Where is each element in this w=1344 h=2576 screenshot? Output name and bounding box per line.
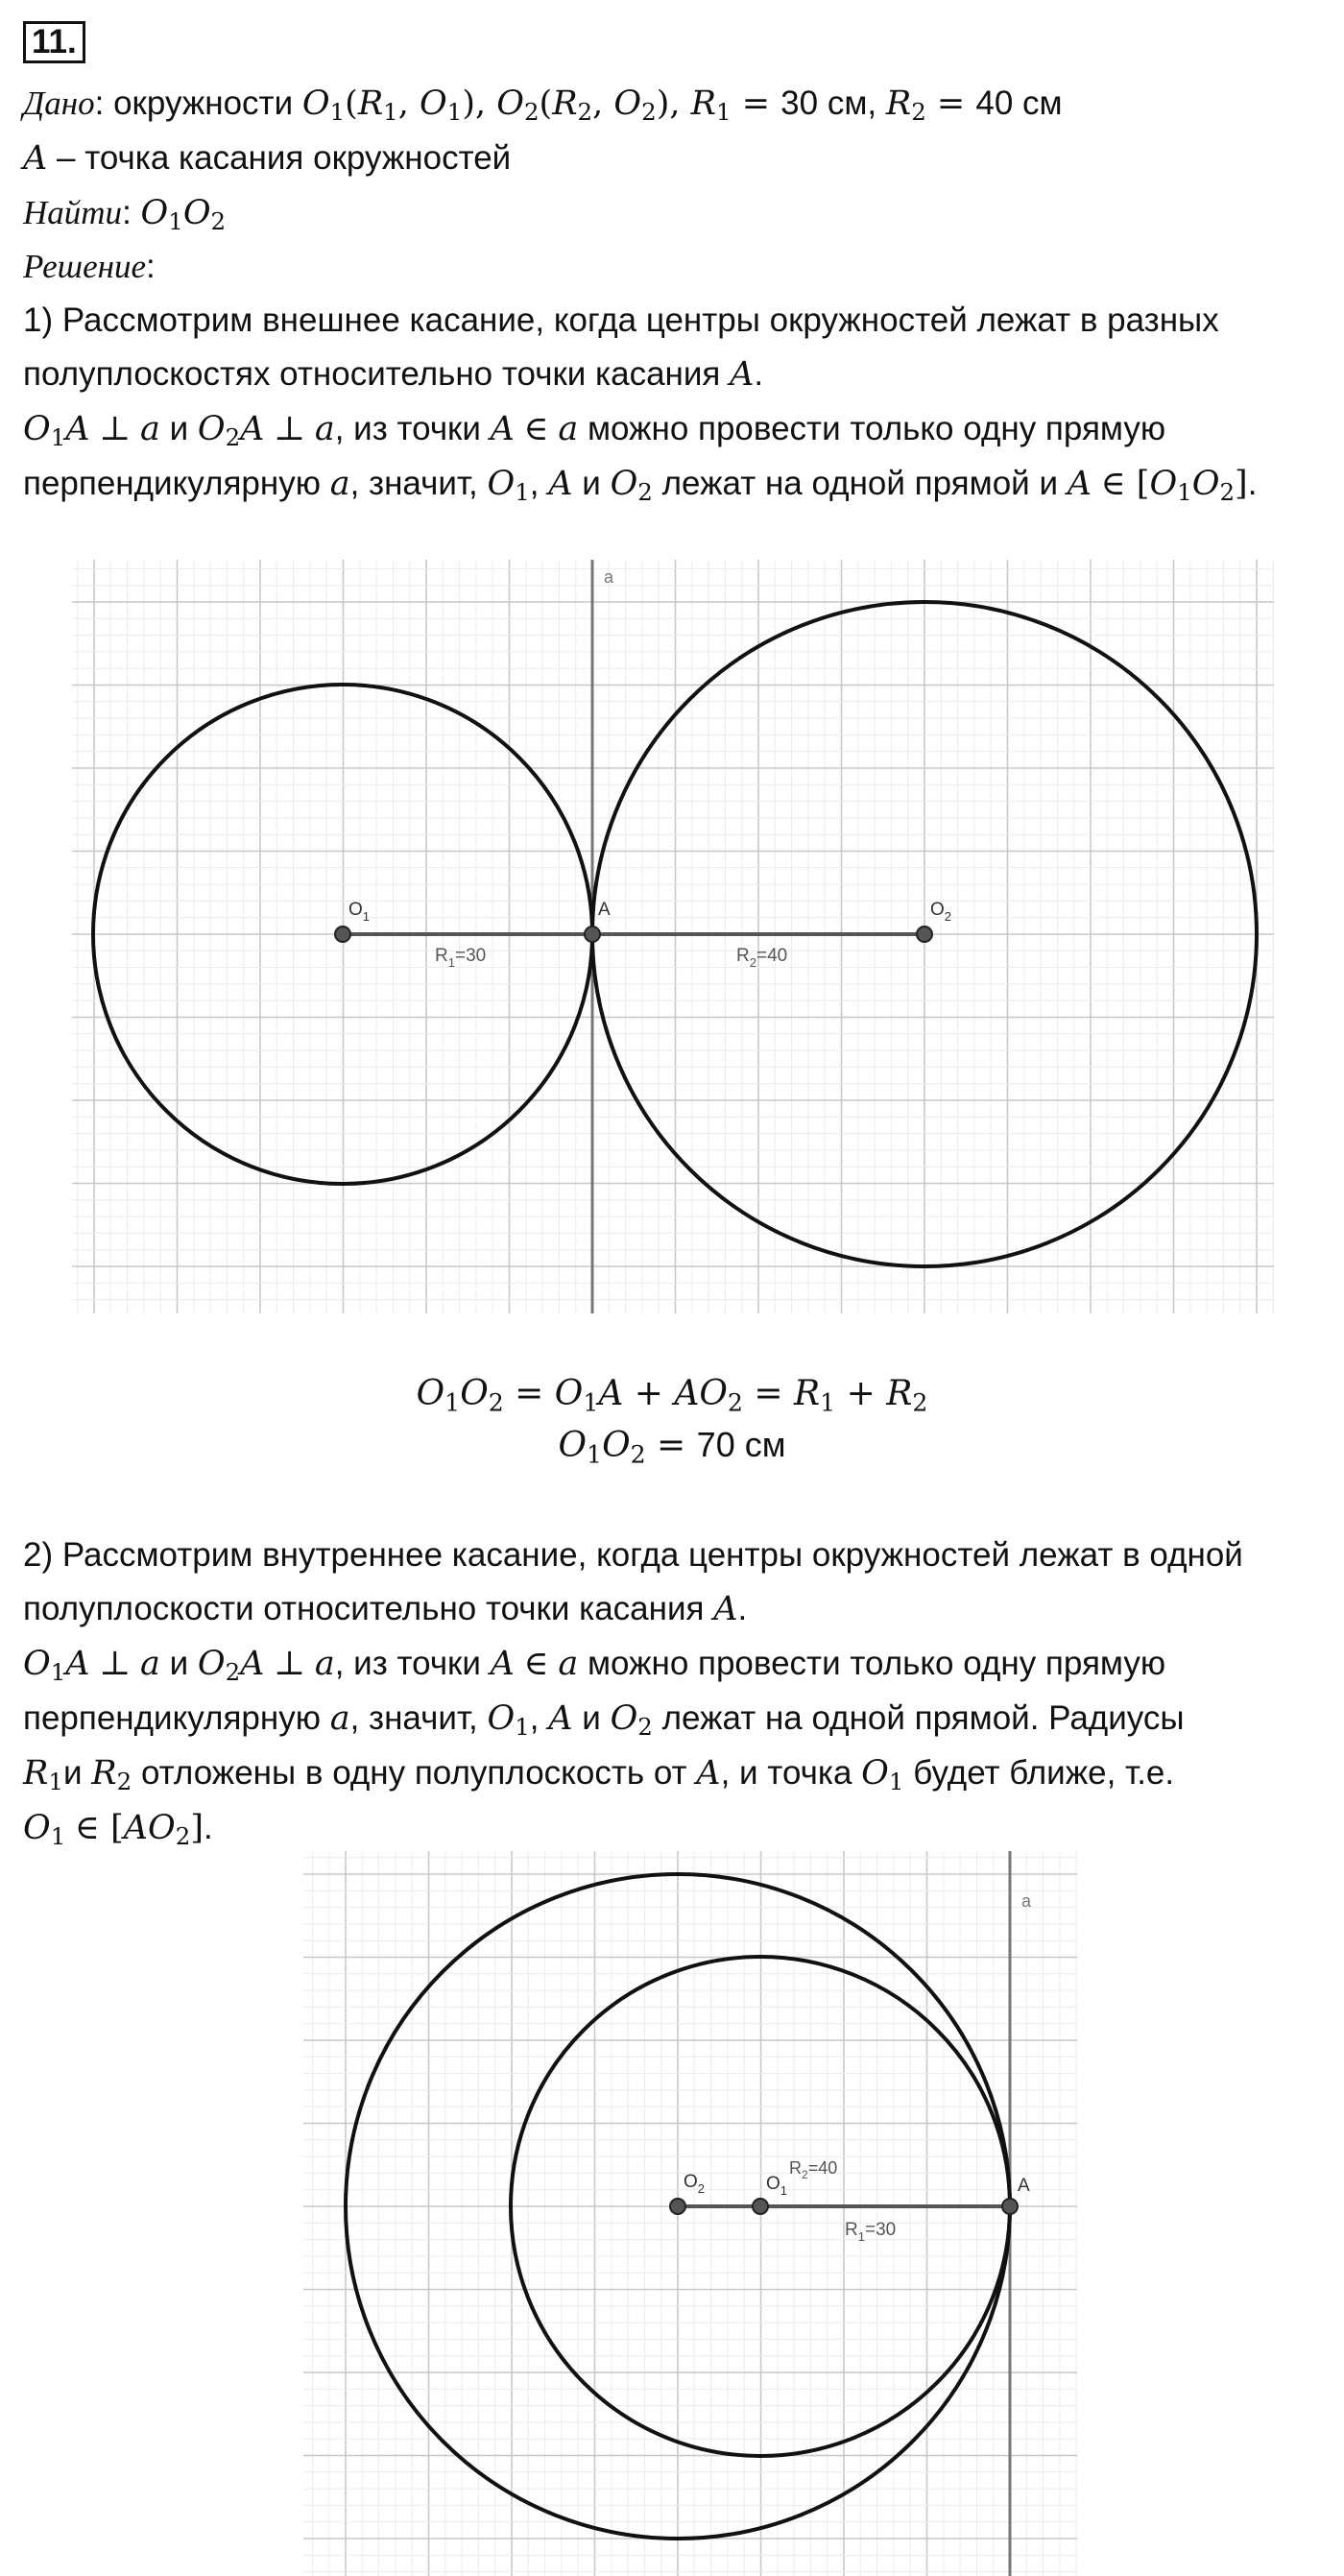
point-a <box>1002 2199 1018 2214</box>
problem-header-line <box>23 21 85 63</box>
point-o2 <box>917 927 932 942</box>
solution-label: Решение <box>23 248 147 285</box>
problem-number: 11. <box>23 21 85 63</box>
given-label: Дано <box>23 84 95 122</box>
given-line-1: Дано: окружности $O_1(R_1$, $O_1$), $O_2(R_2$, $O_2$), $R_1 = 30$ см, $R_2 = 40$ см <box>23 84 1063 127</box>
grid <box>303 1851 1077 2576</box>
r2-value: 40 <box>975 84 1014 122</box>
label-o2: $O_2$ <box>930 900 952 924</box>
case2-text-3: $O_1A$ ⊥ a и $O_2A$ ⊥ a, из точки A ∈ a можно провести только одну прямую <box>23 1645 1166 1687</box>
solution-line: Решение: <box>23 248 156 285</box>
find-label: Найти <box>23 194 123 231</box>
axis-label-a: a <box>604 567 614 587</box>
point-o2 <box>670 2199 685 2214</box>
point-o1 <box>753 2199 768 2214</box>
label-r1: $R_1=30$ <box>435 946 487 970</box>
r1-value: 30 <box>780 84 819 122</box>
case1-text-2: полуплоскостях относительно точки касания A. <box>23 355 764 394</box>
case2-text-4: перпендикулярную a, значит, $O_1$, A и $O_2$ лежат на одной прямой. Радиусы <box>23 1699 1185 1742</box>
label-o1: $O_1$ <box>766 2174 788 2198</box>
case1-text-3: $O_1A$ ⊥ a и $O_2A$ ⊥ a, из точки A ∈ a можно провести только одну прямую <box>23 410 1166 452</box>
label-a: A <box>598 900 611 920</box>
figure-internal-tangency <box>303 1851 1077 2576</box>
point-a <box>585 927 600 942</box>
result-value: 70 см <box>696 1425 786 1464</box>
given-tangent-text: – точка касания окружностей <box>57 139 512 177</box>
label-r2: $R_2=40$ <box>736 946 788 970</box>
label-a: A <box>1018 2176 1030 2196</box>
case2-text-2: полуплоскости относительно точки касания A. <box>23 1590 748 1628</box>
given-circles-text: окружности <box>113 84 294 122</box>
label-r1: $R_1=30$ <box>845 2220 897 2244</box>
point-o1 <box>335 927 350 942</box>
case2-text-6: $O_1$ ∈ $[AO_2]$. <box>23 1809 213 1851</box>
case2-text-1: 2) Рассмотрим внутреннее касание, когда центры окружностей лежат в одной <box>23 1536 1243 1574</box>
find-line: Найти: $O_1O_2$ <box>23 194 227 236</box>
formula-sum: $O_1O_2 = O_1A + AO_2 = R_1 + R_2$ <box>416 1374 928 1417</box>
grid <box>72 560 1274 1313</box>
label-o1: $O_1$ <box>348 900 371 924</box>
formula-result: $O_1O_2 = 70$ см <box>558 1425 786 1469</box>
label-r2: $R_2=40$ <box>789 2158 838 2181</box>
figure-external-tangency <box>72 560 1274 1313</box>
case1-text-1: 1) Рассмотрим внешнее касание, когда центры окружностей лежат в разных <box>23 301 1219 339</box>
given-line-2: A – точка касания окружностей <box>23 139 512 178</box>
label-o2: $O_2$ <box>684 2172 706 2196</box>
case1-text-4: перпендикулярную a, значит, $O_1$, A и $O_2$ лежат на одной прямой и A ∈ $[O_1O_2]$. <box>23 465 1258 507</box>
axis-label-a: a <box>1021 1891 1032 1911</box>
case2-text-5: $R_1и$ $R_2$ отложены в одну полуплоскость от A, и точка $O_1$ будет ближе, т.е. <box>23 1754 1175 1796</box>
